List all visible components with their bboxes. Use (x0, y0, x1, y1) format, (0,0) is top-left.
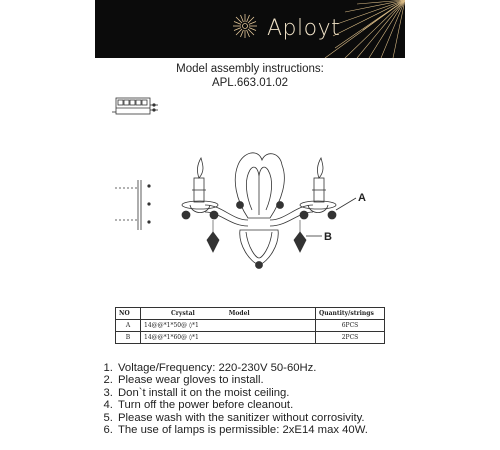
model-number: APL.663.01.02 (211, 77, 289, 89)
header-crystal-model (141, 308, 316, 320)
row-no: B (116, 332, 141, 344)
row-model: 14@@*1*60@ ◊*1 (141, 332, 316, 344)
list-item: 6. The use of lamps is permissible: 2xE14 max 40W. (116, 424, 368, 436)
callout-label-a: A (358, 192, 366, 204)
callout-label-b: B (324, 231, 332, 243)
chandelier-drawing (182, 153, 336, 265)
wall-bracket-icon (115, 180, 150, 230)
table-row (116, 332, 385, 344)
row-model: 14@@*1*50@ ◊*1 (141, 320, 316, 332)
instruction-notes-list (98, 362, 368, 436)
header-quantity: Quantity/strings (316, 308, 385, 320)
list-item: 4. Turn off the power before cleanout. (116, 399, 368, 411)
list-item: 5. Please wash with the sanitizer without corrosivity. (116, 412, 368, 424)
header-crystal: Crystal (171, 310, 195, 317)
row-quantity: 6PCS (316, 320, 385, 332)
row-quantity: 2PCS (316, 332, 385, 344)
row-no: A (116, 320, 141, 332)
crystal-spec-table (115, 307, 385, 344)
table-header-row (116, 308, 385, 320)
header-model: Model (228, 310, 250, 317)
terminal-block-icon (112, 98, 158, 114)
brand-name: Aployt (267, 16, 341, 41)
instructions-title: Model assembly instructions: (176, 63, 324, 75)
header-no: NO (116, 308, 141, 320)
list-item: 1. Voltage/Frequency: 220-230V 50-60Hz. (116, 362, 368, 374)
list-item: 2. Please wear gloves to install. (116, 374, 368, 386)
table-row (116, 320, 385, 332)
list-item: 3. Don`t install it on the moist ceiling. (116, 387, 368, 399)
